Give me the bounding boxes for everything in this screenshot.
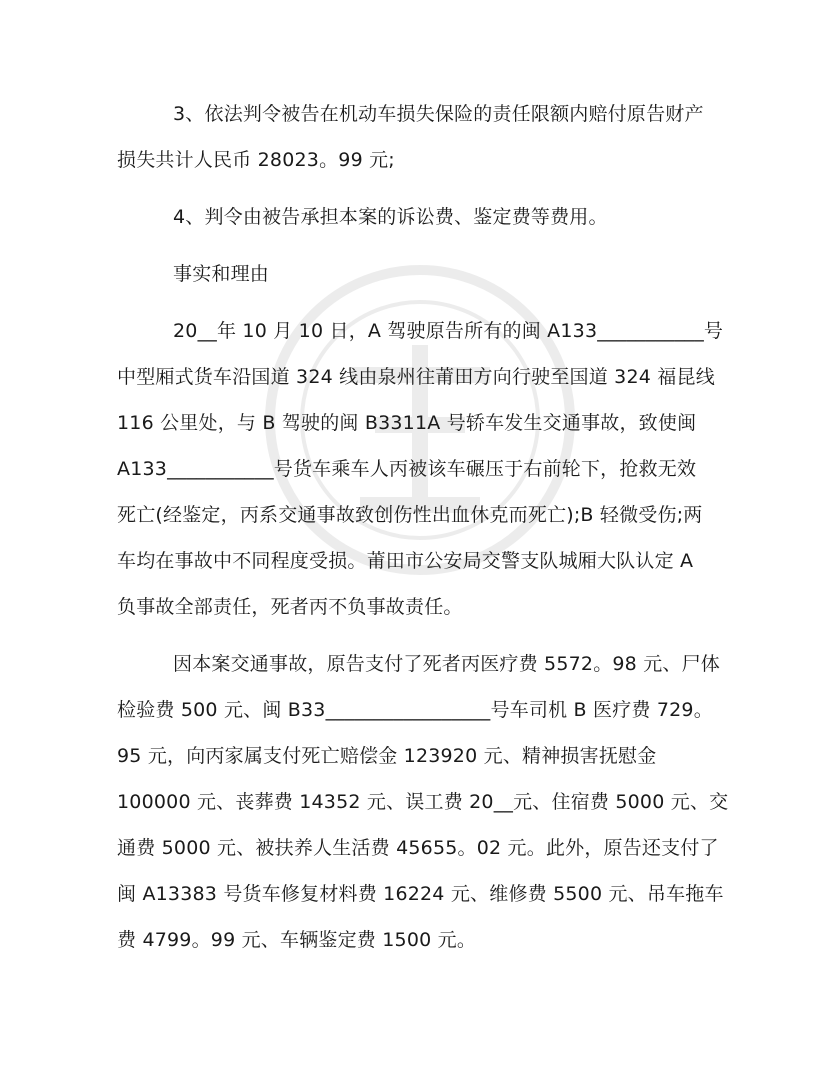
paragraph-line: 通费 5000 元、被扶养人生活费 45655。02 元。此外，原告还支付了: [117, 837, 719, 859]
paragraph-line: 费 4799。99 元、车辆鉴定费 1500 元。: [117, 929, 477, 951]
paragraph-line: 检验费 500 元、闽 B33_________________号车司机 B 医疗费 729。: [117, 699, 713, 721]
paragraph-line: 损失共计人民币 28023。99 元;: [117, 149, 395, 171]
paragraph-line: 4、判令由被告承担本案的诉讼费、鉴定费等费用。: [173, 206, 608, 228]
paragraph-line: 95 元，向丙家属支付死亡赔偿金 123920 元、精神损害抚慰金: [117, 745, 657, 767]
paragraph-line: 116 公里处，与 B 驾驶的闽 B3311A 号轿车发生交通事故，致使闽: [117, 412, 697, 434]
paragraph-line: 因本案交通事故，原告支付了死者丙医疗费 5572。98 元、尸体: [173, 653, 721, 675]
paragraph-line: 20__年 10 月 10 日，A 驾驶原告所有的闽 A133___________号: [173, 320, 724, 342]
paragraph-line: 闽 A13383 号货车修复材料费 16224 元、维修费 5500 元、吊车拖车: [117, 883, 724, 905]
paragraph-line: 死亡(经鉴定，丙系交通事故致创伤性出血休克而死亡);B 轻微受伤;两: [117, 504, 703, 526]
paragraph-line: 负事故全部责任，死者丙不负事故责任。: [117, 596, 463, 618]
paragraph-line: 中型厢式货车沿国道 324 线由泉州往莆田方向行驶至国道 324 福昆线: [117, 366, 715, 388]
paragraph-line: 车均在事故中不同程度受损。莆田市公安局交警支队城厢大队认定 A: [117, 550, 694, 572]
section-heading: 事实和理由: [173, 263, 270, 285]
paragraph-line: 3、依法判令被告在机动车损失保险的责任限额内赔付原告财产: [173, 103, 704, 125]
paragraph-line: 100000 元、丧葬费 14352 元、误工费 20__元、住宿费 5000 元、交: [117, 791, 729, 813]
paragraph-line: A133___________号货车乘车人丙被该车碾压于右前轮下，抢救无效: [117, 458, 697, 480]
